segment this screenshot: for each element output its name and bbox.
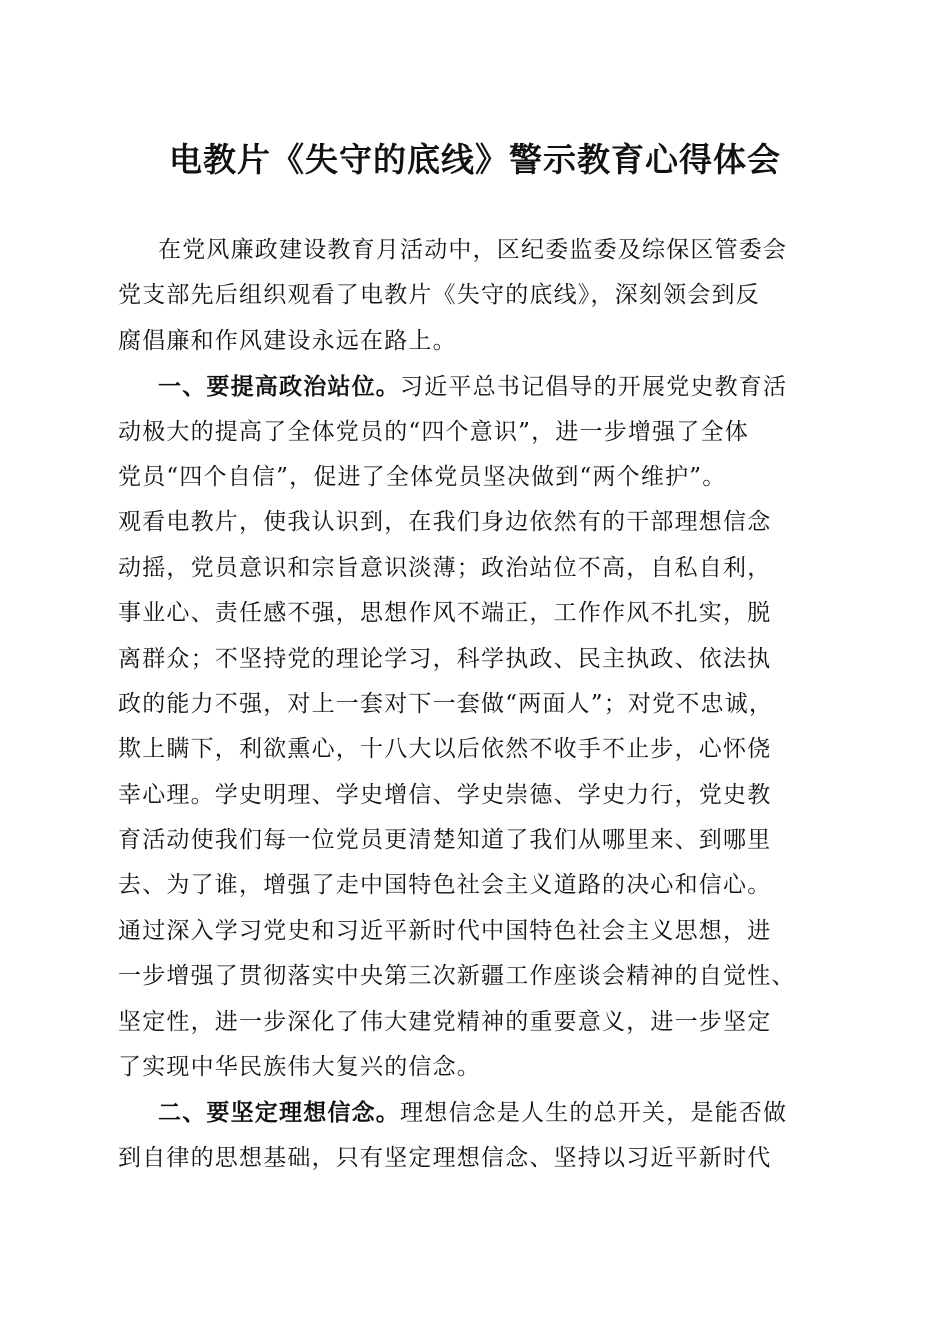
section1-line: 事业心、责任感不强，思想作风不端正，工作作风不扎实，脱 (118, 600, 772, 627)
intro-line: 腐倡廉和作风建设永远在路上。 (118, 327, 457, 354)
section2-line: 到自律的思想基础，只有坚定理想信念、坚持以习近平新时代 (118, 1144, 772, 1171)
section1-first-line (118, 364, 838, 409)
section2-first-line-text: 理想信念是人生的总开关，是能否做 (400, 1100, 788, 1127)
intro-line: 在党风廉政建设教育月活动中，区纪委监委及综保区管委会 (158, 237, 788, 263)
section1-line: 政的能力不强，对上一套对下一套做“两面人”；对党不忠诚， (118, 690, 774, 717)
section1-line: 动摇，党员意识和宗旨意识淡薄；政治站位不高，自私自利， (118, 554, 772, 581)
intro-line: 党支部先后组织观看了电教片《失守的底线》，深刻领会到反 (118, 282, 760, 309)
section1-line: 育活动使我们每一位党员更清楚知道了我们从哪里来、到哪里 (118, 827, 772, 854)
section1-line: 了实现中华民族伟大复兴的信念。 (118, 1054, 481, 1081)
section1-line: 幸心理。学史明理、学史增信、学史崇德、学史力行，党史教 (118, 781, 772, 808)
section2-first-line (118, 1090, 838, 1135)
section1-line: 去、为了谁，增强了走中国特色社会主义道路的决心和信心。 (118, 872, 772, 899)
section1-line: 通过深入学习党史和习近平新时代中国特色社会主义思想，进 (118, 917, 772, 944)
section1-line: 离群众；不坚持党的理论学习，科学执政、民主执政、依法执 (118, 645, 772, 672)
section1-line: 观看电教片，使我认识到，在我们身边依然有的干部理想信念 (118, 509, 772, 536)
document-body (118, 228, 838, 1181)
section2-heading: 二、要坚定理想信念。 (158, 1099, 400, 1127)
section1-line: 动极大的提高了全体党员的“四个意识”，进一步增强了全体 (118, 418, 749, 445)
section1-line: 欺上瞒下，利欲熏心，十八大以后依然不收手不止步，心怀侥 (118, 736, 772, 763)
document-title: 电教片《失守的底线》警示教育心得体会 (169, 140, 781, 179)
section1-line: 一步增强了贯彻落实中央第三次新疆工作座谈会精神的自觉性、 (118, 963, 796, 990)
section1-first-line-text: 习近平总书记倡导的开展党史教育活 (400, 374, 788, 401)
section1-line: 党员“四个自信”，促进了全体党员坚决做到“两个维护”。 (118, 463, 727, 490)
section1-line: 坚定性，进一步深化了伟大建党精神的重要意义，进一步坚定 (118, 1008, 772, 1035)
section1-heading: 一、要提高政治站位。 (158, 373, 400, 401)
